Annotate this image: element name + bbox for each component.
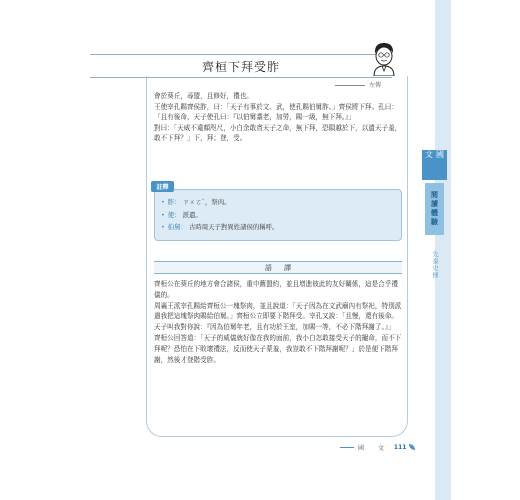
note-term: 伯舅： [167,223,187,231]
classical-paragraph: 會於葵丘，尋盟，且修好，禮也。 [154,92,253,100]
note-item [161,196,278,209]
classical-text [154,91,402,144]
note-item [161,221,278,234]
note-text: 派遣。 [182,210,202,219]
page-title: 齊桓下拜受胙 [201,59,280,74]
translation-paragraph: 齊桓公在葵丘的地方會合諸侯，重申舊盟約，並且增進彼此的友好關係，這是合乎禮儀的。 [154,280,398,299]
side-tab-unit: 先秦史傳 [431,251,438,279]
note-text: 古時周天子對異姓諸侯的稱呼。 [188,223,279,231]
translation-title: 語譯 [265,263,303,272]
leaf-icon [409,444,415,450]
classical-paragraph: 王使宰孔賜齊侯胙，曰：「天子有事於文、武，使孔賜伯舅胙。」齊侯將下拜。孔曰：「且有後命，天子使孔曰：『以伯舅耋老，加勞，賜一級，無下拜。』」 [154,102,398,122]
translation-paragraph: 齊桓公回答道：「天子的威儀就好像在我的面前，我小白怎敢接受天子的寵命，而不下拜呢？恐怕在下敗壞禮法，反而使天子蒙羞，我豈敢不下階拜謝呢？」於是便下階拜謝，然後才登階受胙。 [154,333,402,364]
notes-box [154,189,402,241]
notes-list [161,196,278,234]
classical-paragraph: 對曰：「天威不違顏咫尺，小白余敢貪天子之命，無下拜，恐隕越於下，以遺天子羞，敢不下拜？」下，拜；登，受。 [154,123,402,143]
scholar-avatar-icon [369,40,399,76]
translation-header [154,261,402,274]
footer-category: 國 文 [358,444,390,452]
note-text: ㄗㄨㄛˋ，祭肉。 [182,198,231,206]
translation-paragraph: 周襄王派宰孔賜給齊桓公一塊祭肉，並且說道：「天子因為在文武廟內有祭祀，特別派遣我把這塊祭肉賜給伯舅。」齊桓公立即要下階拜受。宰孔又說：「且慢，還有後命。天子叫我對你說：『因為伯舅年老，且有功於王室，加賜一等，不必下階拜謝了。』」 [154,301,402,332]
title-bar [90,54,392,78]
note-term: 使： [167,210,181,219]
footer-rule [340,447,354,448]
notes-tag: 註釋 [151,181,174,192]
side-tab-subject[interactable]: 國 文 [422,150,447,180]
translation-text [154,279,402,365]
side-tab-section[interactable]: 閱讀體驗 [425,183,444,235]
source-attribution: 左傳 [335,80,381,89]
page-footer [340,442,415,452]
page-number: 111 [393,443,407,451]
note-item [161,209,278,222]
note-term: 胙： [167,198,181,206]
